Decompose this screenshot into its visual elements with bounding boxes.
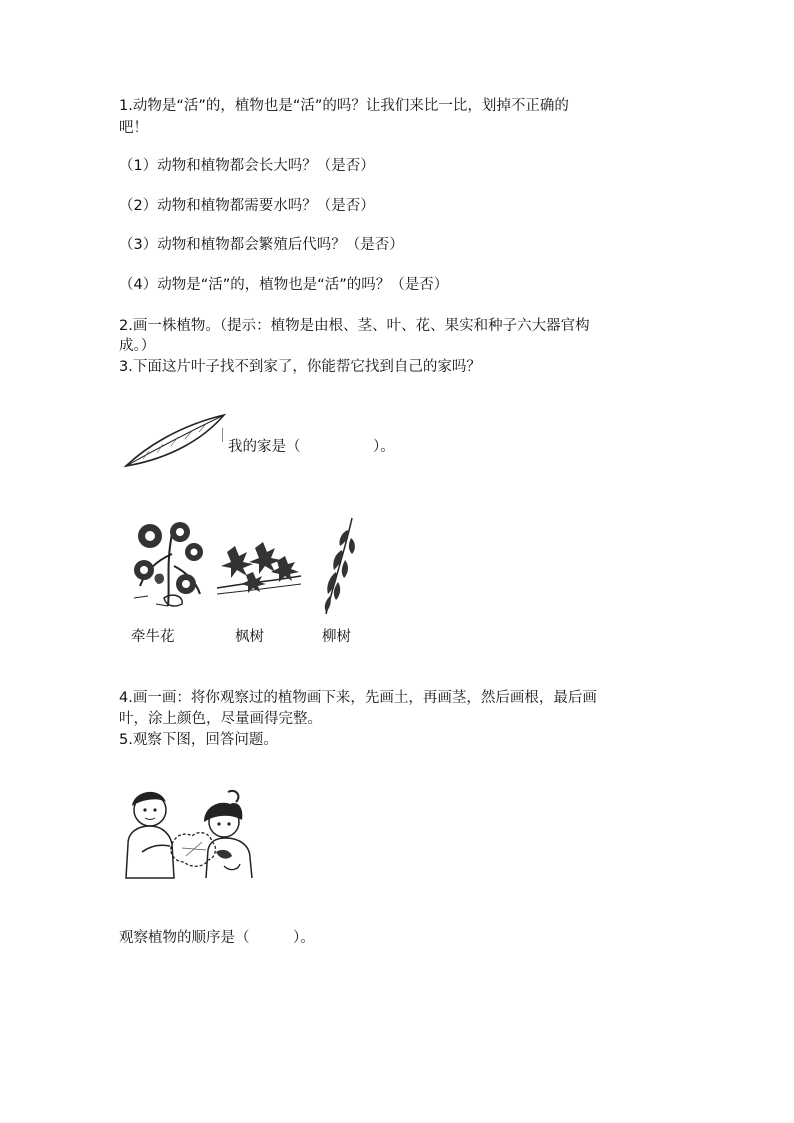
option-morning-glory-label: 牵牛花 (131, 629, 175, 645)
children-observing-plant-image (120, 786, 270, 886)
q1-item-1: （1）动物和植物都会长大吗？（是否） (119, 158, 375, 174)
willow-tree-image (318, 516, 358, 616)
q1-line2: 吧！ (119, 120, 148, 136)
q5-answer: 观察植物的顺序是（ ）。 (119, 930, 315, 946)
maple-tree-image (213, 536, 305, 602)
option-maple-label: 枫树 (235, 629, 264, 645)
q4-line2: 叶，涂上颜色，尽量画得完整。 (119, 711, 322, 727)
q1-item-4: （4）动物是“活”的，植物也是“活”的吗？（是否） (119, 277, 449, 293)
q2-line1: 2.画一株植物。（提示：植物是由根、茎、叶、花、果实和种子六大器官构 (119, 318, 590, 334)
q1-item-2: （2）动物和植物都需要水吗？（是否） (119, 198, 375, 214)
q5-title: 5.观察下图，回答问题。 (119, 732, 278, 748)
q4-line1: 4.画一画：将你观察过的植物画下来，先画土，再画茎，然后画根，最后画 (119, 690, 597, 706)
q1-item-3: （3）动物和植物都会繁殖后代吗？（是否） (119, 237, 404, 253)
q3-answer: 我的家是（ ）。 (228, 439, 395, 455)
q3-title: 3.下面这片叶子找不到家了，你能帮它找到自己的家吗？ (119, 359, 481, 375)
option-willow-label: 柳树 (322, 629, 351, 645)
willow-leaf-image (123, 412, 227, 470)
q2-line2: 成。） (119, 338, 156, 354)
q1-line1: 1.动物是“活”的，植物也是“活”的吗？让我们来比一比，划掉不正确的 (119, 98, 569, 114)
leaf-stem-mark (222, 428, 223, 442)
morning-glory-image (128, 514, 210, 610)
